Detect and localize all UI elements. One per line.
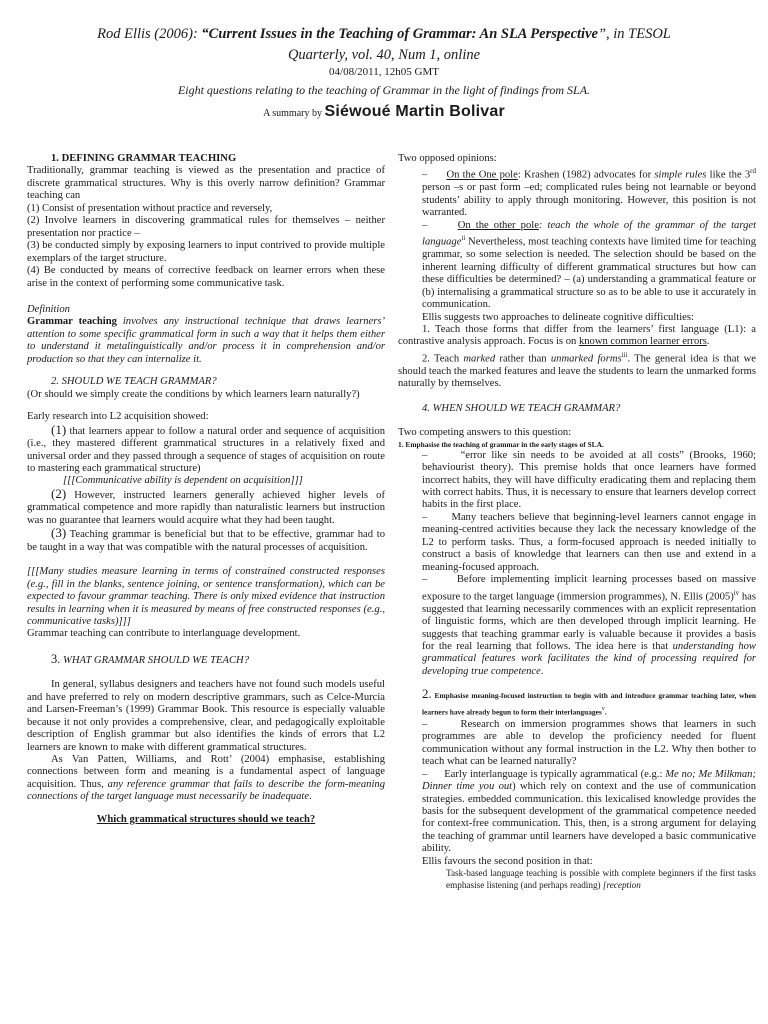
finding-text: Teaching grammar is beneficial but that to be effective, grammar had to be taught in a way that was compatible with the natural processes of acquisition. xyxy=(27,529,385,553)
section-heading-4: 4. WHEN SHOULD WE TEACH GRAMMAR? xyxy=(422,402,621,414)
list-item: (4) Be conducted by means of corrective feedback on learner errors when these arise in the context of performing some communicative task. xyxy=(27,265,385,289)
paragraph: In general, syllabus designers and teachers have not found such models useful and have preferred to rely on modern descriptive grammars, such as Celce-Murcia and Larsen-Freeman’s (1999) Grammar Book. This resource is especially valuable because it not only provides a comprehensive, clear, and pedagogically exploitable description of English grammar but also identifies the kinds of errors that L2 learners are known to make with different grammatical structures. xyxy=(27,679,385,753)
right-column xyxy=(398,153,756,891)
paragraph: Ellis favours the second position in that: xyxy=(422,855,593,867)
position-1-heading: 1. Emphasise the teaching of grammar in the early stages of SLA. xyxy=(398,439,604,449)
left-column xyxy=(27,153,385,826)
summary-by-label: A summary by xyxy=(263,108,325,119)
finding-1 xyxy=(27,421,385,476)
list-item: (2) Involve learners in discovering grammatical rules for themselves – neither presentation nor practice – xyxy=(27,215,385,239)
section-heading-1: 1. DEFINING GRAMMAR TEACHING xyxy=(51,153,237,164)
paragraph: Two competing answers to this question: xyxy=(398,427,572,439)
paragraph: Early research into L2 acquisition showed: xyxy=(27,411,209,423)
finding-3 xyxy=(27,527,385,554)
header-citation-line1 xyxy=(0,26,768,43)
paragraph: Traditionally, grammar teaching is viewed as the presentation and practice of discrete grammatical structures. Why is this overly narrow definition? Grammar teaching can xyxy=(27,165,385,202)
author-name: Siéwoué Martin Bolivar xyxy=(324,103,505,120)
paragraph: (Or should we simply create the conditions by which learners learn naturally?) xyxy=(27,388,360,400)
list-item: 1. Teach those forms that differ from the learners’ first language (L1): a contrastive analysis approach. Focus is on known common learner errors. xyxy=(398,323,756,348)
header-date: 04/08/2011, 12h05 GMT xyxy=(329,66,439,78)
definition-paragraph xyxy=(27,316,385,366)
paragraph: Ellis suggests two approaches to delineate cognitive difficulties: xyxy=(422,311,694,323)
paragraph: Two opposed opinions: xyxy=(398,153,497,164)
paragraph: Grammar teaching can contribute to interlanguage development. xyxy=(27,628,301,640)
citation-author: Rod Ellis (2006): xyxy=(97,26,202,42)
list-item: 2. Teach marked rather than unmarked forms$^{iii}$. The general idea is that we should teach the marked features and leave the students to learn the unmarked forms naturally by themselves. xyxy=(398,350,756,390)
indented-quote: Task-based language teaching is possible with complete beginners if the first tasks emphasise listening (and perhaps reading) [reception xyxy=(446,868,756,890)
finding-number: (1) xyxy=(51,421,67,437)
definition-term: Grammar teaching xyxy=(27,316,117,328)
position-2-heading: 2. Emphasise meaning-focused instruction to begin with and introduce grammar teaching later, when learners have already begun to form their interlanguages$^v$. xyxy=(422,686,756,717)
list-item: (3) be conducted simply by exposing learners to input contrived to provide multiple exemplars of the target structure. xyxy=(27,240,385,264)
bullet-item: – On the other pole: teach the whole of the grammar of the target language$^{ii}$ Nevertheless, most teaching contexts have limited time for teaching grammar, so some selection is needed. The selection should be based on the inherent learning difficulty of different grammatical structures but how can these difficulties be determined? – (a) understanding a grammatical feature or (b) internalising a grammatical structure so as to be able to use it accurately in communication. xyxy=(422,219,757,311)
bullet-item: – Research on immersion programmes shows that learners in such programmes are able to develop the proficiency needed for fluent communication without any formal instruction in the L2. Why then bother to teach what can be learned naturally? xyxy=(422,718,756,768)
finding-text: that learners appear to follow a natural order and sequence of acquisition (i.e., they mastered different grammatical structures in a relatively fixed and universal order and they passed through a sequence of stages of acquisition on route to mastering each grammatical structure) xyxy=(27,425,385,474)
section-heading-3: 3. WHAT GRAMMAR SHOULD WE TEACH? xyxy=(51,651,249,666)
finding-number: (2) xyxy=(51,485,67,501)
note: [[[Communicative ability is dependent on acquisition]]] xyxy=(63,475,303,487)
header-subtitle: Eight questions relating to the teaching of Grammar in the light of findings from SLA. xyxy=(177,83,591,97)
finding-2 xyxy=(27,485,385,527)
bullet-item: – Many teachers believe that beginning-level learners cannot engage in meaning-centred activities because they lack the necessary knowledge of the L2 to perform tasks. Thus, a form-focused approach is needed initially to construct a basis of knowledge that learners can then use and extend in a meaning-focused approach. xyxy=(422,511,756,573)
finding-text: However, instructed learners generally achieved higher levels of grammatical competence and more rapidly than naturalistic learners but instruction was no guarantee that learners would acquire what they had been taught. xyxy=(27,489,385,526)
citation-journal: ”, in TESOL xyxy=(597,26,671,42)
bullet-item: – Early interlanguage is typically agrammatical (e.g.: Me no; Me Milkman; Dinner time you out) which rely on context and the use of communication strategies. embedded communication. this lexicalised knowledge provides the basis for the subsequent development of the grammatical competence needed for context-free communication. This, then, is a strong argument for delaying the teaching of grammar until learners have developed a basic communicative ability. xyxy=(422,768,757,855)
section-heading-2: 2. SHOULD WE TEACH GRAMMAR? xyxy=(51,376,217,388)
paragraph: As Van Patten, Williams, and Rott’ (2004) emphasise, establishing connections between form and meaning is a fundamental aspect of language acquisition. Thus, any reference grammar that fails to describe the form-meaning connections of the target language must necessarily be inadequate. xyxy=(27,754,385,803)
definition-text: involves any instructional technique that draws learners’ attention to some specific grammatical form in such a way that it helps them either to understand it metalinguistically and/or process it in comprehension and/or production so that they can internalize it. xyxy=(27,316,385,365)
bullet-item: – “error like sin needs to be avoided at all costs” (Brooks, 1960; behaviourist theory). This premise holds that once learners have formed incorrect habits, they will have difficulty eradicating them and replacing them with correct habits. Thus, it is necessary to ensure that learners develop correct habits in the first place. xyxy=(422,449,756,511)
list-item: (1) Consist of presentation without practice and reversely, xyxy=(27,202,273,214)
citation-title: “Current Issues in the Teaching of Grammar: An SLA Perspective xyxy=(201,26,598,42)
bullet-item: – Before implementing implicit learning processes based on massive exposure to the target language (immersion programmes), N. Ellis $(2005)^{iv}$ has suggested that learning necessarily commences with an explicit representation of linguistic forms, which are then developed through implicit learning. He suggests that teaching grammar early is valuable because it provides a basis for the real learning that follows. The idea here is that understanding how grammatical features work facilitates the kind of processing required for developing true competence. xyxy=(422,574,757,677)
header-citation-line2: Quarterly, vol. 40, Num 1, online xyxy=(287,47,481,63)
finding-number: (3) xyxy=(51,525,67,541)
definition-label: Definition xyxy=(27,303,70,315)
subheading: Which grammatical structures should we teach? xyxy=(96,813,316,825)
bullet-item: – On the One pole: Krashen (1982) advocates for simple rules like the 3rd person –s or past form –ed; complicated rules being not learnable or beyond students’ ability to apply through monitoring. However, this position is not warranted. xyxy=(422,167,756,219)
header-summary-by xyxy=(0,103,768,121)
quote-block: [[[Many studies measure learning in terms of constrained constructed responses (e.g., fill in the blanks, sentence joining, or sentence transformation), which can be expected to favour grammar teaching. There is only mixed evidence that instruction results in learning when it is measured by means of free constructed responses (e.g., communicative tasks)]]] xyxy=(27,566,385,627)
